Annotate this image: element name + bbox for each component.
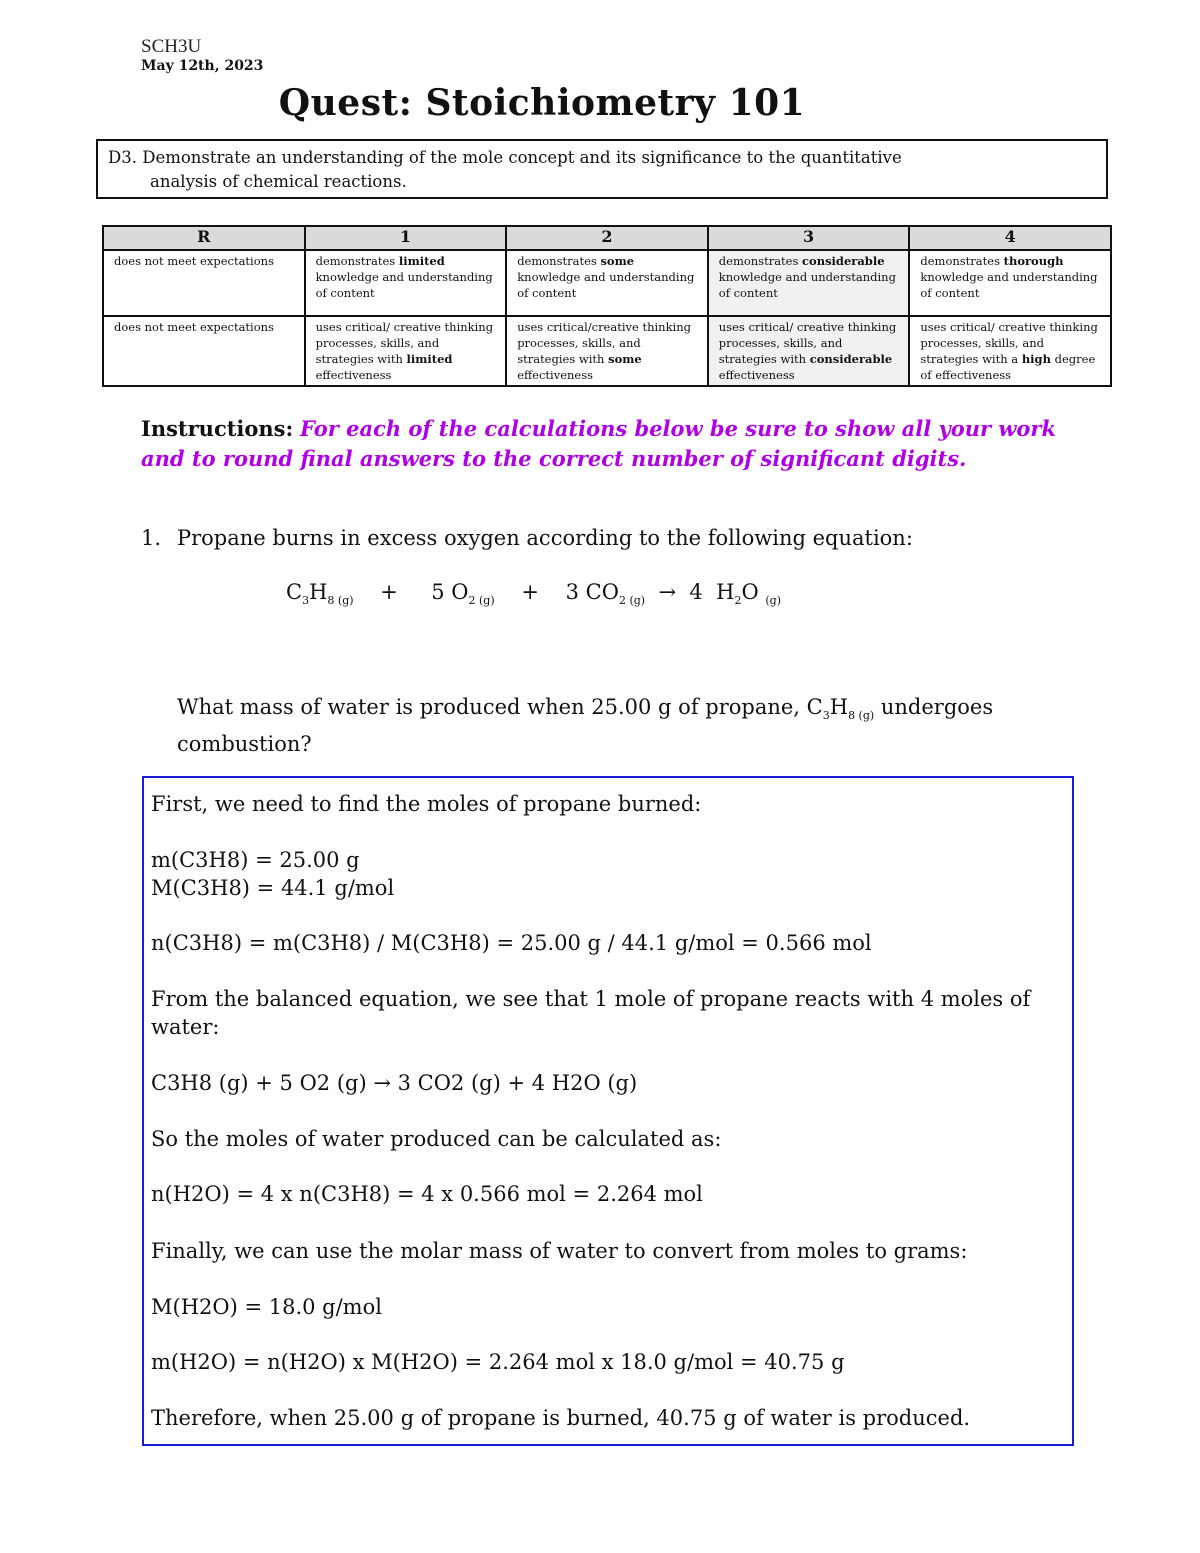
answer-line: m(C3H8) = 25.00 g [151, 848, 360, 872]
rubric-row-thinking [103, 316, 1111, 386]
answer-line: m(H2O) = n(H2O) x M(H2O) = 2.264 mol x 18.0 g/mol = 40.75 g [151, 1350, 845, 1374]
rubric-row-knowledge [103, 250, 1111, 316]
answer-line: Therefore, when 25.00 g of propane is burned, 40.75 g of water is produced. [151, 1406, 971, 1430]
course-code: SCH3U [141, 36, 202, 57]
rubric-cell: demonstrates some knowledge and understanding of content [506, 250, 708, 316]
chemical-equation: $C_3H_{8 (g)}$ + 5 $O_{2 (g)}$ + 3 $CO_{2 (g)} \to 4$ $H_2O$ $_{(g)}$ [286, 580, 781, 608]
rubric-header-row [103, 226, 1111, 250]
rubric-cell: uses critical/creative thinking processes, skills, and strategies with some effectiveness [506, 316, 708, 386]
rubric-cell: uses critical/ creative thinking processes, skills, and strategies with limited effectiveness [305, 316, 507, 386]
rubric-cell: demonstrates limited knowledge and understanding of content [305, 250, 507, 316]
rubric-header: 4 [909, 226, 1111, 250]
expectation-line1: Demonstrate an understanding of the mole concept and its significance to the quantitative [142, 148, 902, 167]
answer-line: M(H2O) = 18.0 g/mol [151, 1295, 382, 1319]
rubric-header: 2 [506, 226, 708, 250]
answer-line: C3H8 (g) + 5 O2 (g) → 3 CO2 (g) + 4 H2O (g) [151, 1071, 638, 1095]
expectation-code: D3. [108, 148, 137, 167]
answer-line: M(C3H8) = 44.1 g/mol [151, 876, 395, 900]
rubric-cell: demonstrates considerable knowledge and understanding of content [708, 250, 910, 316]
rubric-cell: does not meet expectations [103, 250, 305, 316]
question-number: 1. [141, 526, 162, 550]
rubric-cell: does not meet expectations [103, 316, 305, 386]
instructions [141, 414, 1061, 474]
rubric-header: 1 [305, 226, 507, 250]
answer-line: From the balanced equation, we see that 1 mole of propane reacts with 4 moles of water: [151, 987, 1031, 1039]
page-title [0, 82, 1094, 124]
question-ask: What mass of water is produced when 25.00 g of propane, $C_3H_{8 (g)}$ undergoes combustion? [177, 695, 994, 757]
answer-line: First, we need to find the moles of propane burned: [151, 792, 702, 816]
rubric-cell: uses critical/ creative thinking processes, skills, and strategies with considerable effectiveness [708, 316, 910, 386]
question-intro: Propane burns in excess oxygen according to the following equation: [177, 526, 913, 550]
expectation-line2: analysis of chemical reactions. [150, 172, 407, 191]
instructions-label: Instructions: [141, 416, 294, 441]
rubric-table [102, 225, 1112, 387]
rubric-header: R [103, 226, 305, 250]
question-1 [141, 526, 913, 550]
answer-line: n(H2O) = 4 x n(C3H8) = 4 x 0.566 mol = 2.264 mol [151, 1182, 703, 1206]
title-rest: Stoichiometry 101 [425, 82, 806, 124]
answer-line: Finally, we can use the molar mass of water to convert from moles to grams: [151, 1239, 968, 1263]
expectation-text [108, 146, 1088, 194]
rubric-header: 3 [708, 226, 910, 250]
answer-line: n(C3H8) = m(C3H8) / M(C3H8) = 25.00 g / 44.1 g/mol = 0.566 mol [151, 931, 872, 955]
answer-line: So the moles of water produced can be calculated as: [151, 1127, 722, 1151]
instructions-text: For each of the calculations below be sure to show all your work and to round final answers to the correct number of significant digits. [141, 416, 1057, 471]
date: May 12th, 2023 [141, 58, 264, 74]
rubric-cell: uses critical/ creative thinking processes, skills, and strategies with a high degree of effectiveness [909, 316, 1111, 386]
title-prefix: Quest: [278, 82, 413, 124]
rubric-cell: demonstrates thorough knowledge and understanding of content [909, 250, 1111, 316]
